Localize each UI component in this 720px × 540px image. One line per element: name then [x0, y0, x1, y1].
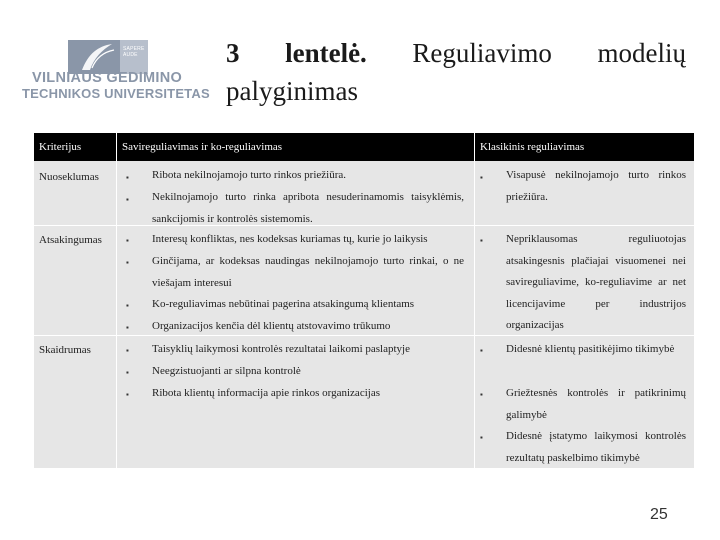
list-item: [152, 187, 464, 230]
criterion-consistency: Nuoseklumas: [39, 171, 99, 183]
table-header: [34, 133, 694, 161]
bullet-icon: ▪: [480, 346, 483, 355]
slide-title: [226, 34, 686, 110]
university-logo: [22, 40, 212, 102]
comparison-table: [34, 133, 694, 468]
bullet-icon: ▪: [126, 368, 129, 377]
list-item: Didesnė klientų pasitikėjimo tikimybė: [506, 343, 675, 355]
header-self-regulation: Savireguliavimas ir ko-reguliavimas: [122, 141, 283, 153]
list-item: Interesų konfliktas, nes kodeksas kuriamas tų, kurie jo laikysis: [152, 233, 428, 245]
bullet-icon: ▪: [480, 390, 483, 399]
list-item: Ko-reguliavimas nebūtinai pagerina atsakingumą klientams: [152, 298, 415, 310]
list-item: Visapusė nekilnojamojo turto rinkos priežiūra.: [506, 169, 686, 203]
bullet-icon: ▪: [126, 236, 129, 245]
bullet-icon: ▪: [126, 346, 129, 355]
criterion-accountability: Atsakingumas: [39, 234, 102, 246]
logo-name-line2: TECHNIKOS UNIVERSITETAS: [22, 86, 210, 101]
bullet-icon: ▪: [480, 173, 483, 182]
bullet-icon: ▪: [126, 323, 129, 332]
list-item: Ribota klientų informacija apie rinkos organizacijas: [152, 387, 380, 399]
list-item: Griežtesnės kontrolės ir patikrinimų galimybė: [506, 387, 686, 421]
list-item: Taisyklių laikymosi kontrolės rezultatai laikomi paslaptyje: [152, 343, 410, 355]
list-item: Didesnė įstatymo laikymosi kontrolės rezultatų paskelbimo tikimybė: [506, 430, 686, 464]
bullet-icon: ▪: [126, 301, 129, 310]
list-item: Nepriklausomas reguliuotojas atsakingesnis plačiajai visuomenei nei savireguliavime, ko-reguliavime ar net licencijavime per industrijos organizacijas: [506, 233, 686, 331]
list-item: Ginčijama, ar kodeksas naudingas nekilnojamojo turto rinkai, o ne viešajam interesui: [152, 255, 464, 289]
logo-name-line1: VILNIAUS GEDIMINO: [32, 70, 183, 86]
list-item: Neegzistuojanti ar silpna kontrolė: [152, 365, 301, 377]
list-item: Organizacijos kenčia dėl klientų atstovavimo trūkumo: [152, 320, 391, 332]
bullet-icon: ▪: [126, 195, 129, 204]
logo-emblem: [68, 40, 148, 74]
bullet-icon: ▪: [126, 390, 129, 399]
logo-motto-1: SAPERE: [123, 46, 145, 52]
header-classic-regulation: Klasikinis reguliavimas: [480, 141, 585, 153]
list-item-text: Nekilnojamojo turto rinka apribota nesuderinamomis taisyklėmis, sankcijomis ir kontrolės sistemomis.: [152, 191, 464, 225]
title-label: 3 lentelė.: [226, 38, 367, 68]
bullet-icon: ▪: [126, 173, 129, 182]
page-number: 25: [650, 506, 668, 523]
list-item: Ribota nekilnojamojo turto rinkos priežiūra.: [152, 169, 346, 181]
bullet-icon: ▪: [480, 433, 483, 442]
logo-motto-2: AUDE: [123, 52, 138, 58]
title-text: Reguliavimo modelių palyginimas: [226, 38, 686, 106]
bullet-icon: ▪: [480, 236, 483, 245]
header-criterion: Kriterijus: [39, 141, 82, 153]
bullet-icon: ▪: [126, 258, 129, 267]
criterion-transparency: Skaidrumas: [39, 344, 91, 356]
